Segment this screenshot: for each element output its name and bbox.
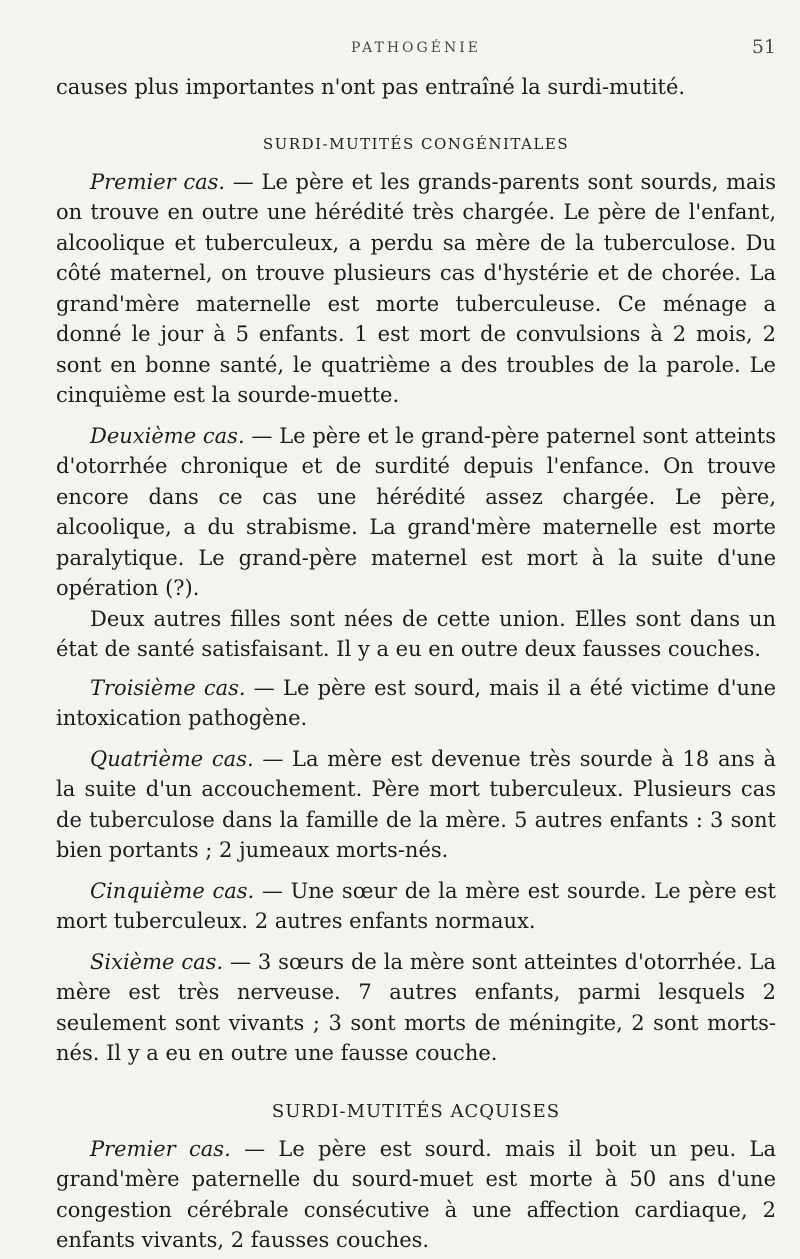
case-label: Premier cas. <box>90 169 226 194</box>
case-paragraph <box>56 876 776 937</box>
running-title: PATHOGÉNIE <box>351 40 481 56</box>
case-label: Sixième cas. <box>90 949 224 974</box>
case-paragraph <box>56 1134 776 1256</box>
case-text: — Une sœur de la mère est sourde. Le père est mort tuberculeux. 2 autres enfants normaux. <box>56 878 776 933</box>
case-label: Premier cas. <box>90 1136 231 1161</box>
case-label: Cinquième cas. <box>90 878 255 903</box>
case-text: — 3 sœurs de la mère sont atteintes d'otorrhée. La mère est très nerveuse. 7 autres enfants, parmi lesquels 2 seulement sont vivants ; 3 sont morts de méningite, 2 sont morts-nés. Il y a eu en outre une fausse couche. <box>56 949 776 1065</box>
case-text: — Le père et les grands-parents sont sourds, mais on trouve en outre une hérédité très chargée. Le père de l'enfant, alcoolique et tuberculeux, a perdu sa mère de la tuberculose. Du côté maternel, on trouve plusieurs cas d'hystérie et de chorée. La grand'mère maternelle est morte tuberculeuse. Ce ménage a donné le jour à 5 enfants. 1 est mort de convulsions à 2 mois, 2 sont en bonne santé, le quatrième a des troubles de la parole. Le cinquième est la sourde-muette. <box>56 169 776 407</box>
case-text: — Le père est sourd. mais il boit un peu. La grand'mère paternelle du sourd-muet est morte à 50 ans d'une congestion cérébrale consécutive à une affection cardiaque, 2 enfants vivants, 2 fausses couches. <box>56 1136 776 1252</box>
case-text: — La mère est devenue très sourde à 18 ans à la suite d'un accouchement. Père mort tuberculeux. Plusieurs cas de tuberculose dans la famille de la mère. 5 autres enfants : 3 sont bien portants ; 2 jumeaux morts-nés. <box>56 746 776 862</box>
case-paragraph <box>56 167 776 411</box>
page-number: 51 <box>751 36 776 58</box>
case-text: — Le père et le grand-père paternel sont atteints d'otorrhée chronique et de surdité depuis l'enfance. On trouve encore dans ce cas une hérédité assez chargée. Le père, alcoolique, a du strabisme. La grand'mère maternelle est morte paralytique. Le grand-père maternel est mort à la suite d'une opération (?). <box>56 423 777 600</box>
case-label: Troisième cas. <box>90 675 246 700</box>
case-text: — Le père est sourd, mais il a été victime d'une intoxication pathogène. <box>56 675 776 730</box>
case-paragraph <box>56 673 776 734</box>
case-paragraph <box>56 947 776 1069</box>
section-heading-congenital: SURDI-MUTITÉS CONGÉNITALES <box>262 134 570 153</box>
case-paragraph <box>56 421 776 604</box>
case-label: Quatrième cas. <box>90 746 254 771</box>
case-continuation: Deux autres filles sont nées de cette union. Elles sont dans un état de santé satisfaisant. Il y a eu en outre deux fausses couches. <box>56 606 776 661</box>
case-label: Deuxième cas. <box>90 423 245 448</box>
section-heading-acquired: SURDI-MUTITÉS ACQUISES <box>271 1100 561 1122</box>
intro-paragraph: causes plus importantes n'ont pas entraîné la surdi-mutité. <box>56 75 686 99</box>
case-paragraph <box>56 744 776 866</box>
running-header <box>56 36 776 66</box>
book-page <box>56 36 776 1256</box>
